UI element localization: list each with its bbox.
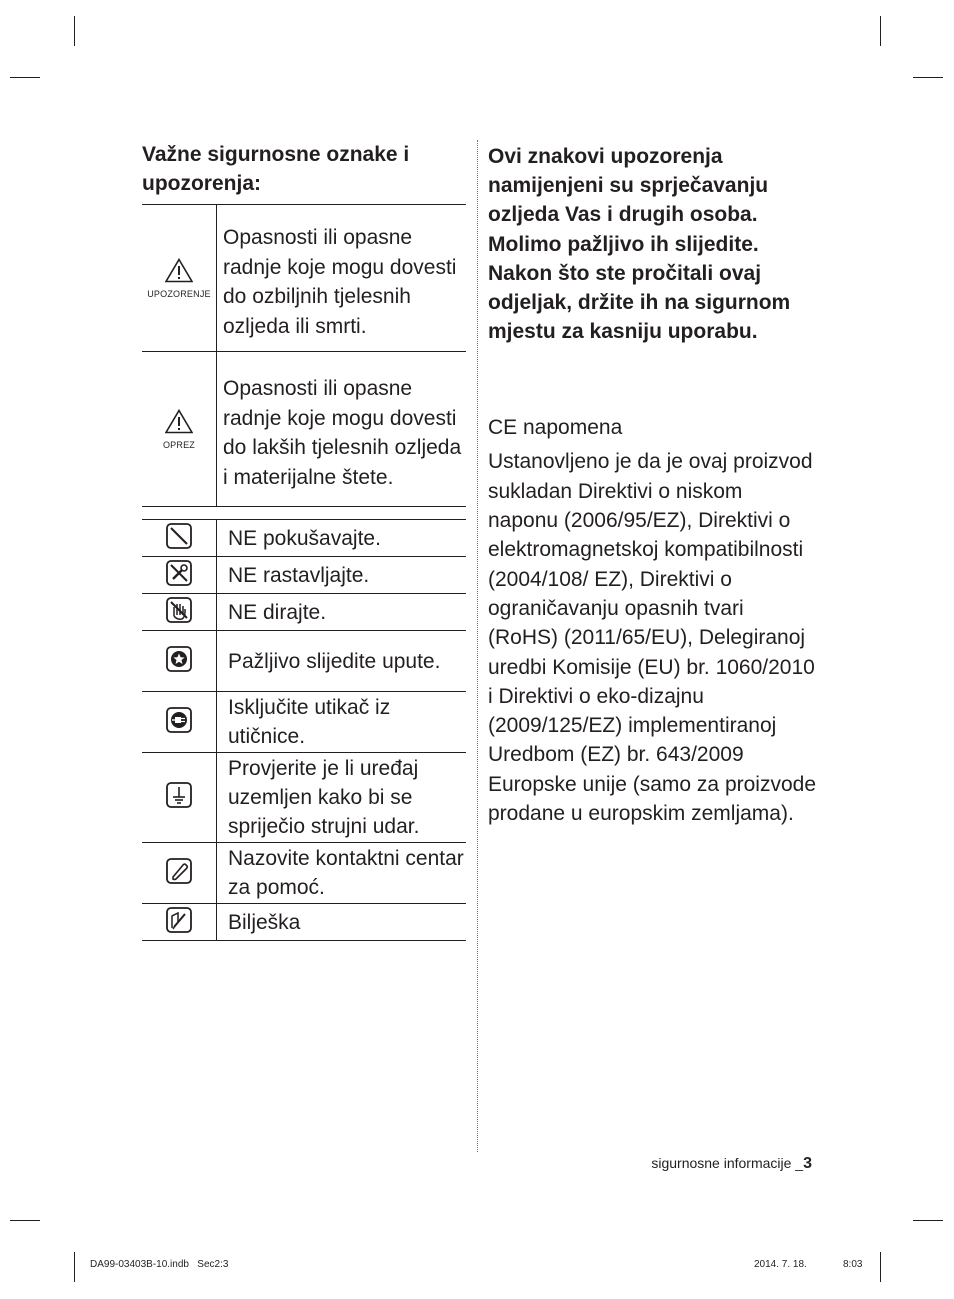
table-row (142, 631, 466, 692)
crop-mark (880, 16, 881, 46)
left-column (142, 140, 466, 198)
table-row (142, 557, 466, 594)
symbol-text: Bilješka (228, 910, 301, 934)
right-column (488, 142, 818, 828)
symbol-text: Pažljivo slijedite upute. (228, 649, 441, 673)
print-time: 8:03 (843, 1259, 863, 1270)
phone-icon (166, 858, 192, 884)
column-divider (477, 140, 478, 1152)
ground-icon (166, 782, 192, 808)
file-slug: DA99-03403B-10.indb Sec2:3 (90, 1259, 229, 1270)
table-row (142, 352, 466, 507)
table-row (142, 904, 466, 941)
crop-mark (880, 1252, 881, 1282)
warning-table (142, 204, 466, 507)
warning-text: Opasnosti ili opasne radnje koje mogu dovesti do ozbiljnih tjelesnih ozljeda ili smrti. (223, 226, 457, 338)
symbol-table (142, 519, 466, 941)
caution-triangle-icon (165, 409, 193, 434)
unplug-icon (166, 707, 192, 733)
crop-mark (74, 1252, 75, 1282)
symbol-text: NE pokušavajte. (228, 526, 381, 550)
page-footer (651, 1155, 812, 1173)
caution-label: OPREZ (162, 439, 195, 450)
note-icon (166, 907, 192, 933)
table-row (142, 520, 466, 557)
crop-mark (10, 77, 40, 78)
table-row (142, 753, 466, 843)
print-date: 2014. 7. 18. (754, 1259, 807, 1270)
table-row (142, 843, 466, 904)
ce-paragraph: Ustanovljeno je da je ovaj proizvod sukladan Direktivi o niskom naponu (2006/95/EZ), Direktivi o elektromagnetskoj kompatibilnosti (2004/108/ EZ), Direktivi o ograničavanju opasnih tvari (RoHS) (2011/65/EU), Delegiranoj uredbi Komisije (EU) br. 1060/2010 i Direktivi o eko-dizajnu (2009/125/EZ) implementiranoj Uredbom (EZ) br. 643/2009 Europske unije (samo za proizvode prodane u europskim zemljama). (488, 450, 817, 825)
caution-text: Opasnosti ili opasne radnje koje mogu dovesti do lakših tjelesnih ozljeda i materijalne štete. (223, 377, 462, 489)
prohibited-icon (166, 523, 192, 549)
table-row (142, 205, 466, 352)
no-disassembly-icon (166, 560, 192, 586)
crop-mark (10, 1220, 40, 1221)
symbol-text: Nazovite kontaktni centar za pomoć. (228, 847, 464, 899)
warning-triangle-icon (165, 258, 193, 283)
caution-symbol-cell (142, 352, 217, 507)
intro-paragraph: Ovi znakovi upozorenja namijenjeni su sprječavanju ozljeda Vas i drugih osoba. Molimo pažljivo ih slijedite. Nakon što ste pročitali ovaj odjeljak, držite ih na sigurnom mjestu za kasniju uporabu. (488, 145, 791, 344)
ce-heading: CE napomena (488, 416, 623, 440)
section-name: sigurnosne informacije _ (651, 1155, 804, 1171)
crop-mark (74, 16, 75, 46)
page-number: 3 (803, 1155, 812, 1172)
symbol-text: Provjerite je li uređaj uzemljen kako bi se spriječio strujni udar. (228, 757, 420, 838)
section-title: Važne sigurnosne oznake i upozorenja: (142, 143, 410, 195)
crop-mark (913, 77, 943, 78)
no-touch-icon (166, 597, 192, 623)
table-row (142, 692, 466, 753)
symbol-text: Isključite utikač iz utičnice. (228, 696, 391, 748)
follow-instructions-icon (166, 646, 192, 672)
table-row (142, 594, 466, 631)
symbol-text: NE dirajte. (228, 600, 327, 624)
crop-mark (913, 1220, 943, 1221)
warning-symbol-cell (142, 205, 217, 352)
symbol-text: NE rastavljajte. (228, 563, 370, 587)
warning-label: UPOZORENJE (147, 288, 211, 299)
